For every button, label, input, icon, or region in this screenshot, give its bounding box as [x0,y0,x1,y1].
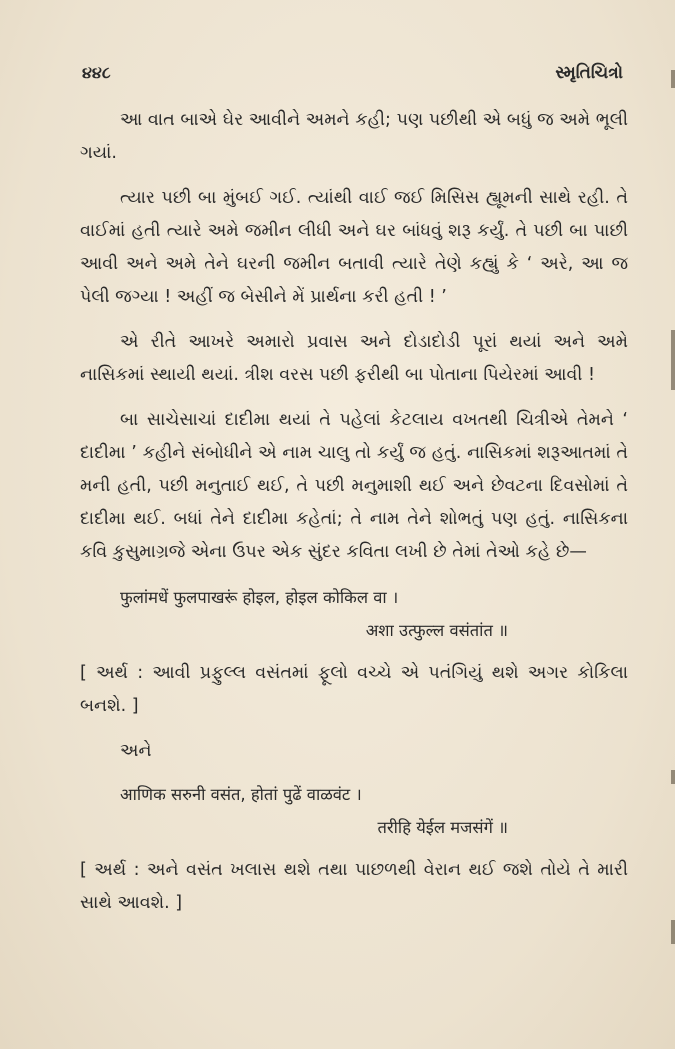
marathi-verse [80,778,628,844]
connector-word: અને [120,741,152,761]
page-number: ૪૪૮ [82,63,111,82]
page-edge-mark [671,770,675,784]
verse-meaning: [ અર્થ : અને વસંત ખલાસ થશે તથા પાછળથી વેરાન થઈ જશે તોયે તે મારી સાથે આવશે. ] [80,860,628,913]
verse-line: अशा उत्फुल्ल वसंतांत ॥ [365,621,508,640]
paragraph: ત્યાર પછી બા મુંબઈ ગઈ. ત્યાંથી વાઈ જઈ મિસિસ હ્યૂમની સાથે રહી. તે વાઈમાં હતી ત્યારે અમે જમીન લીધી અને ઘર બાંધવું શરૂ કર્યું. તે પછી બા પાછી આવી અને અમે તેને ઘરની જમીન બતાવી ત્યારે તેણે કહ્યું કે ‘ અરે, આ જ પેલી જગ્યા ! અહીં જ બેસીને મેં પ્રાર્થના કરી હતી ! ’ [80,188,628,307]
page-edge-mark [671,330,675,390]
paragraph: બા સાચેસાચાં દાદીમા થયાં તે પહેલાં કેટલાય વખતથી ચિત્રીએ તેમને ‘ દાદીમા ’ કહીને સંબોધીને એ નામ ચાલુ તો કર્યું જ હતું. નાસિકમાં શરૂઆતમાં તે મની હતી, પછી મનુતાઈ થઈ, તે પછી મનુમાશી થઈ અને છેવટના દિવસોમાં તે દાદીમા થઈ. બધાં તેને દાદીમા કહેતાં; તે નામ તેને શોભતું પણ હતું. નાસિકના કવિ કુસુમાગ્રજે એના ઉપર એક સુંદર કવિતા લખી છે તેમાં તેઓ કહે છે— [80,410,628,562]
verse-line: फुलांमधें फुलपाखरूं होइल, होइल कोकिल वा । [120,588,399,607]
verse-meaning: [ અર્થ : આવી પ્રફુલ્લ વસંતમાં ફૂલો વચ્ચે એ પતંગિયું થશે અગર કોકિલા બનશે. ] [80,663,628,716]
page-header [82,58,623,88]
verse-line: आणिक सरुनी वसंत, होतां पुढें वाळवंट । [120,785,362,804]
paragraph: એ રીતે આખરે અમારો પ્રવાસ અને દોડાદોડી પૂરાં થયાં અને અમે નાસિકમાં સ્થાયી થયાં. ત્રીશ વરસ પછી ફરીથી બા પોતાના પિયેરમાં આવી ! [80,332,628,385]
page-edge-mark [671,70,675,88]
marathi-verse [80,581,628,647]
running-title: સ્મૃતિચિત્રો [555,63,623,83]
page-edge-mark [671,920,675,944]
paragraph: આ વાત બાએ ઘેર આવીને અમને કહી; પણ પછીથી એ બધું જ અમે ભૂલી ગયાં. [80,110,628,163]
body-text [80,104,628,932]
verse-line: तरीहि येईल मजसंगें ॥ [377,818,508,837]
